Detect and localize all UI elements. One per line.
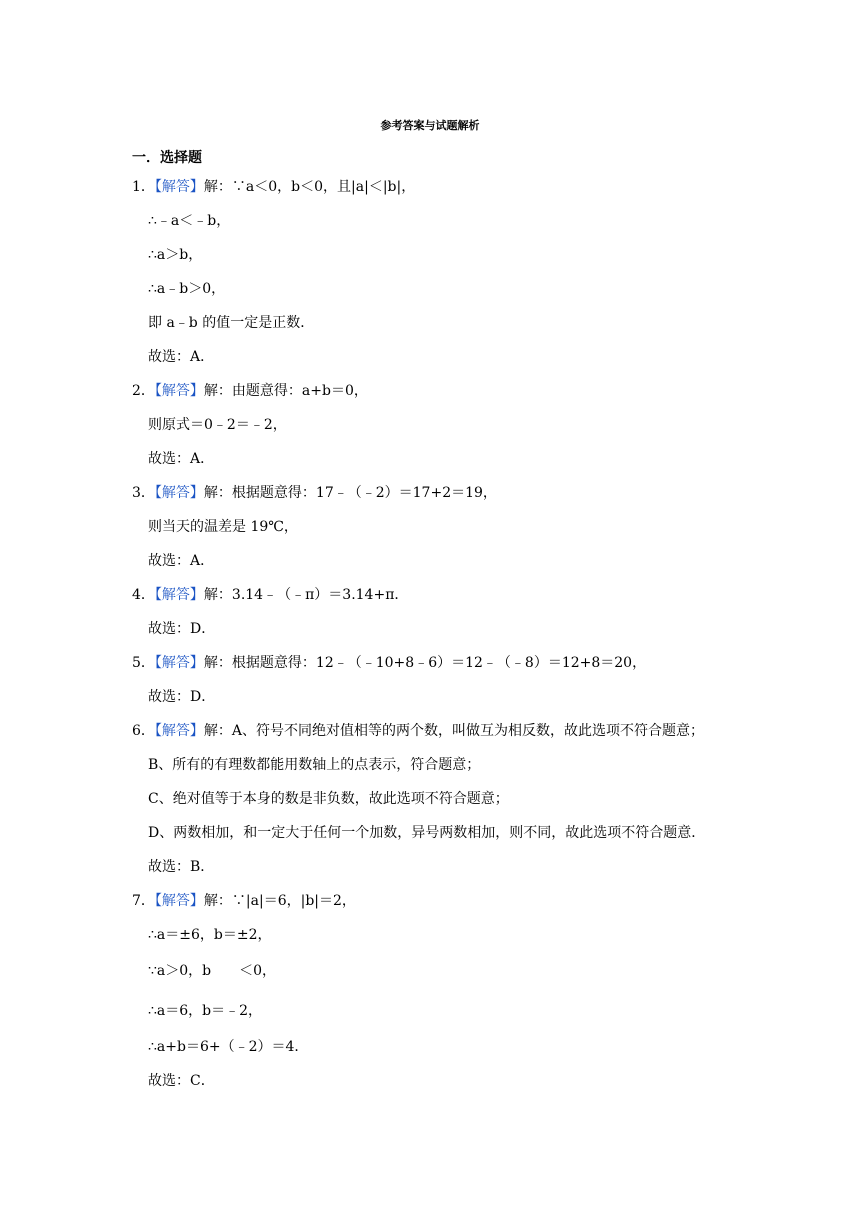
question-number: 3． [132, 485, 155, 501]
answer-7-line-4: ∴a＝6，b＝﹣2， [148, 1003, 263, 1019]
answer-7-line-1 [132, 891, 356, 911]
section-heading: 一．选择题 [132, 150, 202, 166]
answer-5-line-2: 故选：D． [148, 689, 216, 705]
answer-tag: 【解答】 [154, 179, 204, 195]
answer-tag: 【解答】 [154, 485, 204, 501]
answer-tag: 【解答】 [154, 383, 204, 399]
answer-7-line-5: ∴a+b＝6+（﹣2）＝4． [148, 1039, 309, 1055]
answer-text: 解：3.14﹣（﹣π）＝3.14+π． [203, 587, 409, 603]
answer-6-line-5: 故选：B． [148, 859, 215, 875]
question-number: 4． [132, 587, 155, 603]
answer-7-line-2: ∴a＝±6，b＝±2， [148, 927, 272, 943]
answer-tag: 【解答】 [154, 893, 204, 909]
answer-6-line-4: D、两数相加，和一定大于任何一个加数，异号两数相加，则不同，故此选项不符合题意． [148, 825, 706, 841]
question-number: 6． [132, 723, 155, 739]
answer-text: 解：根据题意得：17﹣（﹣2）＝17+2＝19， [203, 485, 497, 501]
answer-3-line-2: 则当天的温差是 19℃， [148, 519, 298, 535]
page-title: 参考答案与试题解析 [380, 119, 480, 132]
answer-text: 解：∵a＜0，b＜0，且|a|＜|b|， [203, 179, 416, 195]
question-number: 5． [132, 655, 155, 671]
answer-1-line-6: 故选：A． [148, 349, 215, 365]
question-number: 2． [132, 383, 155, 399]
answer-tag: 【解答】 [154, 655, 204, 671]
answer-text: 解：A、符号不同绝对值相等的两个数，叫做互为相反数，故此选项不符合题意； [203, 723, 705, 739]
answer-6-line-2: B、所有的有理数都能用数轴上的点表示，符合题意； [148, 757, 481, 773]
answer-3-line-3: 故选：A． [148, 553, 215, 569]
answer-6-line-1 [132, 721, 704, 741]
answer-1-line-5: 即 a﹣b 的值一定是正数． [148, 315, 315, 331]
answer-1-line-1 [132, 177, 415, 197]
question-number: 7． [132, 893, 155, 909]
question-number: 1． [132, 179, 155, 195]
answer-1-line-2: ∴﹣a＜﹣b， [148, 213, 231, 229]
answer-text: 解：根据题意得：12﹣（﹣10+8﹣6）＝12﹣（﹣8）＝12+8＝20， [203, 655, 647, 671]
answer-7-line-6: 故选：C． [148, 1073, 215, 1089]
answer-2-line-2: 则原式＝0﹣2＝﹣2， [148, 417, 287, 433]
answer-text: 解：∵|a|＝6，|b|＝2， [203, 893, 356, 909]
answer-4-line-1 [132, 585, 408, 605]
answer-2-line-1 [132, 381, 368, 401]
answer-7-line-3: ∵a＞0，b ＜0， [148, 963, 277, 979]
answer-3-line-1 [132, 483, 497, 503]
answer-6-line-3: C、绝对值等于本身的数是非负数，故此选项不符合题意； [148, 791, 509, 807]
answer-tag: 【解答】 [154, 723, 204, 739]
answer-text: 解：由题意得：a+b＝0， [203, 383, 368, 399]
answer-1-line-4: ∴a﹣b＞0， [148, 281, 226, 297]
answer-tag: 【解答】 [154, 587, 204, 603]
answer-5-line-1 [132, 653, 646, 673]
answer-4-line-2: 故选：D． [148, 621, 216, 637]
answer-2-line-3: 故选：A． [148, 451, 215, 467]
answer-1-line-3: ∴a＞b， [148, 247, 203, 263]
